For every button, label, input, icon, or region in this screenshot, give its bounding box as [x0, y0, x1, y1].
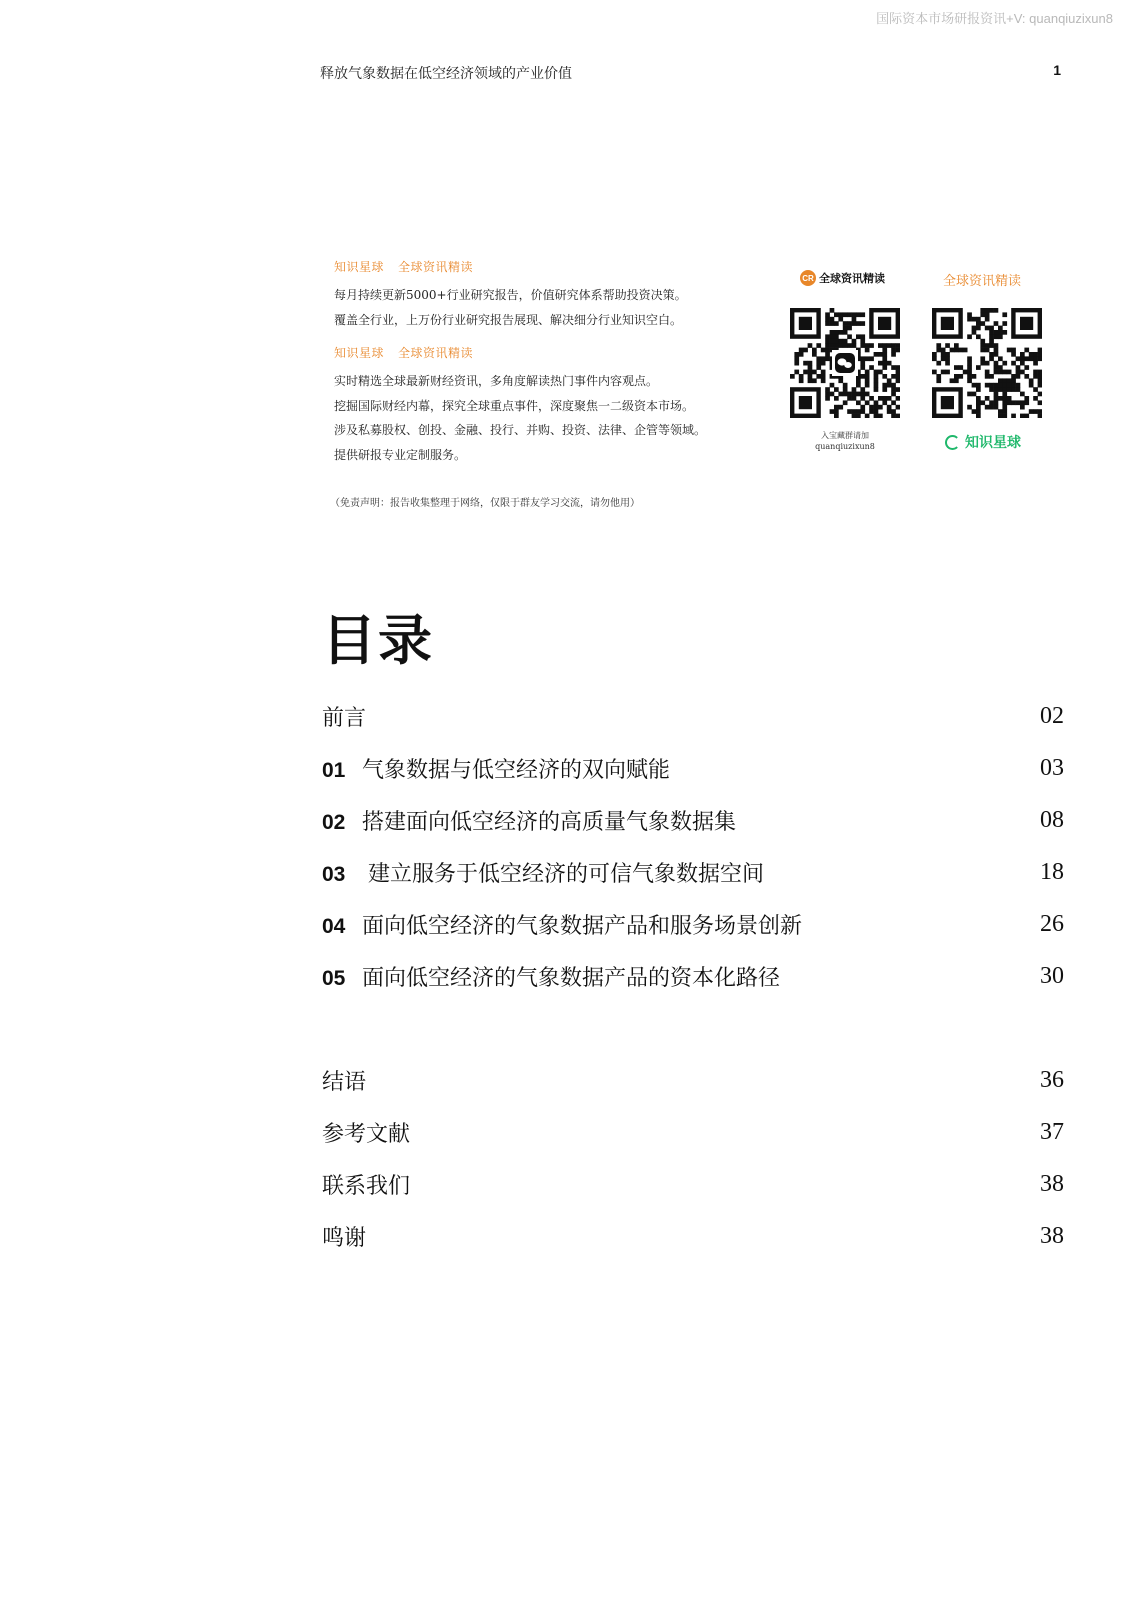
toc-item[interactable] [322, 1210, 1064, 1262]
promo-line: 挖掘国际财经内幕，探究全球重点事件，深度聚焦一二级资本市场。 [334, 398, 695, 413]
toc-item-page: 38 [1040, 1222, 1064, 1249]
toc-item[interactable] [322, 1158, 1064, 1210]
toc-list [322, 690, 1064, 1262]
toc-item-number: 02 [322, 810, 346, 834]
toc-item-number: 05 [322, 966, 346, 990]
disclaimer: （免责声明：报告收集整理于网络，仅限于群友学习交流，请勿他用） [330, 498, 640, 509]
promo-heading-b: 全球资讯精读 [398, 346, 474, 360]
promo-line: 涉及私募股权、创投、金融、投行、并购、投资、法律、企管等领域。 [334, 423, 707, 437]
toc-item-page: 26 [1040, 910, 1064, 937]
toc-item-page: 36 [1040, 1066, 1064, 1093]
toc-item[interactable] [322, 846, 1064, 898]
zsxq-logo-icon [945, 435, 960, 450]
toc-item-page: 30 [1040, 962, 1064, 989]
toc-item[interactable] [322, 950, 1064, 1002]
toc-item-title: 鸣谢 [322, 1225, 367, 1251]
toc-item-title: 参考文献 [322, 1121, 411, 1147]
toc-item-title: 面向低空经济的气象数据产品的资本化路径 [362, 965, 781, 991]
qr2-brand: 全球资讯精读 [943, 274, 1022, 289]
promo-heading-b: 全球资讯精读 [398, 260, 474, 274]
toc-item-title: 建立服务于低空经济的可信气象数据空间 [368, 861, 765, 887]
toc-item-number: 01 [322, 758, 346, 782]
toc-item-page: 03 [1040, 754, 1064, 781]
toc-item-title: 气象数据与低空经济的双向赋能 [362, 757, 671, 783]
cr-logo-icon: CR [800, 270, 816, 286]
zsxq-logo-label: 知识星球 [965, 435, 1021, 451]
toc-heading: 目录 [322, 608, 434, 672]
toc-item-title: 面向低空经济的气象数据产品和服务场景创新 [362, 913, 803, 939]
toc-item-number: 04 [322, 914, 346, 938]
promo-section [334, 258, 774, 467]
toc-item-title: 搭建面向低空经济的高质量气象数据集 [362, 809, 737, 835]
toc-item[interactable] [322, 898, 1064, 950]
toc-item[interactable] [322, 794, 1064, 846]
qr1-brand-label: 全球资讯精读 [819, 272, 885, 285]
toc-item[interactable] [322, 742, 1064, 794]
toc-item-page: 37 [1040, 1118, 1064, 1145]
promo-line: 每月持续更新5000+行业研究报告，价值研究体系帮助投资决策。 [334, 288, 687, 302]
qr1-brand [800, 270, 885, 286]
toc-item-title: 联系我们 [322, 1173, 411, 1199]
qr1-caption [790, 430, 900, 452]
toc-item[interactable] [322, 1106, 1064, 1158]
page-number: 1 [1053, 62, 1061, 78]
promo-line: 实时精选全球最新财经资讯，多角度解读热门事件内容观点。 [334, 374, 659, 388]
qr1-caption-line: 入宝藏群请加 [821, 431, 869, 440]
promo-line: 覆盖全行业，上万份行业研究报告展现、解决细分行业知识空白。 [334, 312, 683, 327]
toc-spacer [322, 1002, 1064, 1054]
promo-heading [334, 344, 774, 361]
toc-item[interactable] [322, 1054, 1064, 1106]
toc-item-number: 03 [322, 862, 346, 886]
promo-line: 提供研报专业定制服务。 [334, 447, 467, 462]
qr1-caption-line: quanqiuzixun8 [815, 442, 875, 451]
watermark: 国际资本市场研报资讯+V: quanqiuzixun8 [876, 11, 1113, 26]
promo-heading-a: 知识星球 [334, 346, 385, 360]
toc-item[interactable] [322, 690, 1064, 742]
qr-code-icon [790, 308, 900, 418]
zsxq-logo [945, 432, 1021, 452]
toc-item-title: 前言 [322, 705, 367, 731]
promo-heading [334, 258, 774, 275]
toc-item-page: 38 [1040, 1170, 1064, 1197]
toc-item-title: 结语 [322, 1069, 367, 1095]
toc-item-page: 02 [1040, 702, 1064, 729]
toc-item-page: 18 [1040, 858, 1064, 885]
promo-heading-a: 知识星球 [334, 260, 385, 274]
running-title: 释放气象数据在低空经济领域的产业价值 [320, 66, 572, 82]
toc-item-page: 08 [1040, 806, 1064, 833]
qr-code-icon [932, 308, 1042, 418]
